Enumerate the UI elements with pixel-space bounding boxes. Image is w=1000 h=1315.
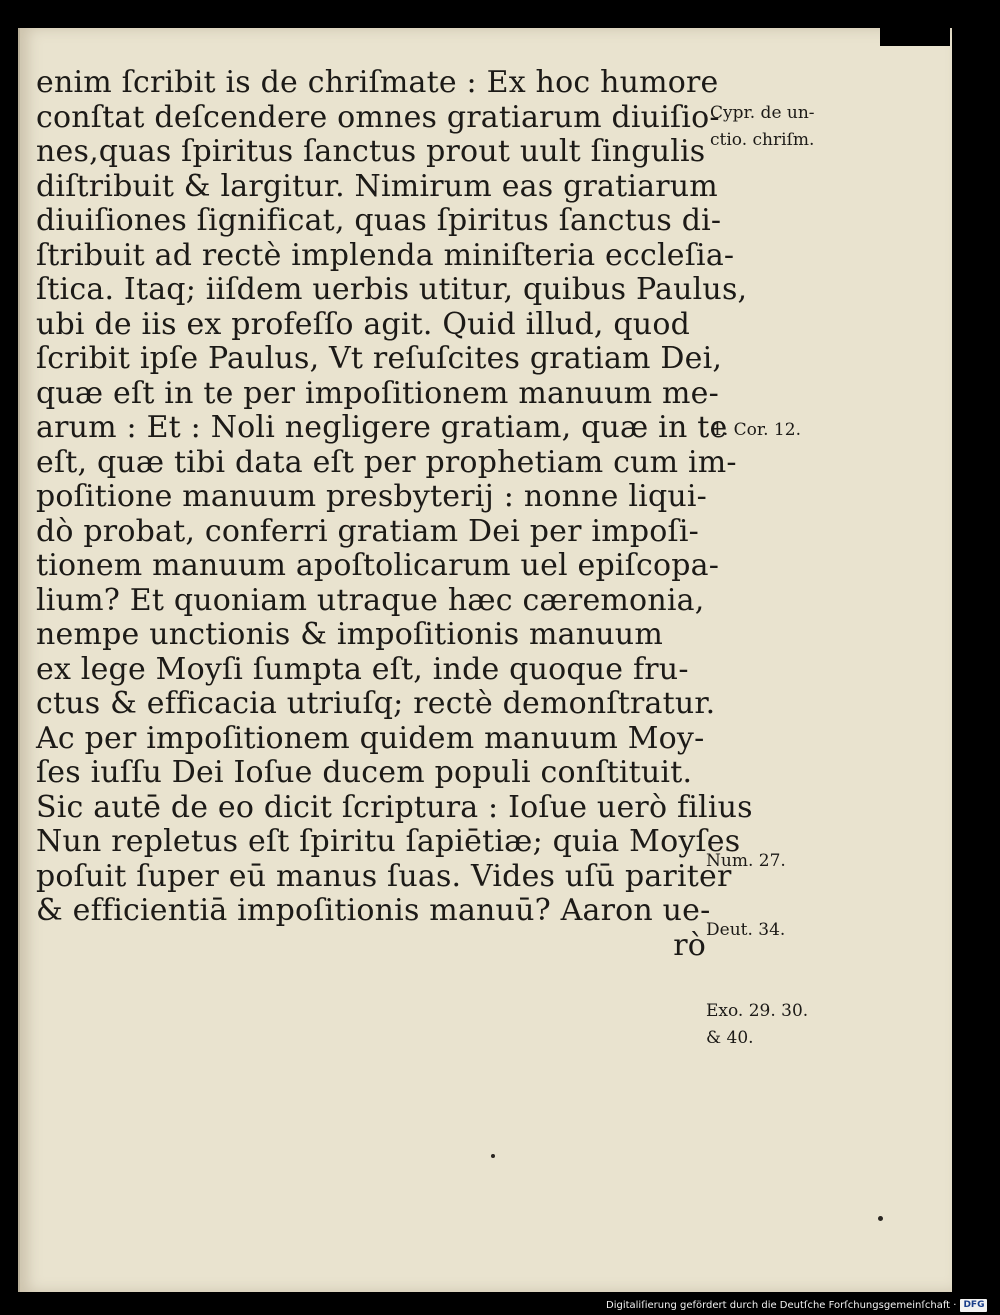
text-line: poſitione manuum presbyterij : nonne liqui- bbox=[36, 479, 708, 514]
text-line: conſtat deſcendere omnes gratiarum diuiſio- bbox=[36, 99, 720, 135]
text-line: lium? Et quoniam utraque hæc cæremonia, bbox=[36, 582, 705, 618]
text-line: ex lege Moyſi ſumpta eſt, inde quoque fru- bbox=[36, 651, 689, 687]
text-line: Ac per impoſitionem quidem manuum Moy- bbox=[36, 720, 705, 756]
text-line: nes,quas ſpiritus ſanctus prout uult ſingulis bbox=[36, 134, 706, 169]
text-line: dò probat, conferri gratiam Dei per impoſi- bbox=[36, 513, 699, 549]
page-corner-mask bbox=[880, 26, 950, 46]
text-line: ſtribuit ad rectè implenda miniſteria eccleſia- bbox=[36, 237, 735, 273]
paper-speck bbox=[878, 1216, 883, 1221]
margin-note: Deut. 34. bbox=[706, 920, 786, 940]
margin-note: ctio. chriſm. bbox=[710, 130, 815, 150]
margin-note: Num. 27. bbox=[706, 851, 786, 871]
text-line: diuiſiones ſignificat, quas ſpiritus ſanctus di- bbox=[36, 203, 722, 238]
digitization-footer bbox=[606, 1297, 996, 1313]
footer-text: Digitaliſierung gefördert durch die Deutſche Forſchungsgemeinſchaft · bbox=[606, 1299, 957, 1311]
margin-note: Cypr. de un- bbox=[710, 103, 815, 123]
text-line: ſcribit ipſe Paulus, Vt reſuſcites gratiam Dei, bbox=[36, 341, 723, 376]
text-line: quæ eſt in te per impoſitionem manuum me- bbox=[36, 375, 719, 411]
text-line: poſuit ſuper eū manus ſuas. Vides uſū pariter bbox=[36, 858, 732, 894]
text-line: ſtica. Itaq; iiſdem uerbis utitur, quibus Paulus, bbox=[36, 272, 748, 307]
text-line: arum : Et : Noli negligere gratiam, quæ in te bbox=[36, 410, 728, 445]
text-line: ſes iuſſu Dei Ioſue ducem populi conſtituit. bbox=[36, 755, 693, 790]
text-line: Nun repletus eſt ſpiritu ſapiētiæ; quia Moyſes bbox=[36, 824, 741, 859]
text-line: ctus & efficacia utriuſq; rectè demonſtratur. bbox=[36, 686, 716, 721]
margin-note: & 40. bbox=[706, 1028, 754, 1048]
catchword: rò bbox=[673, 927, 706, 963]
text-line: eſt, quæ tibi data eſt per prophetiam cum im- bbox=[36, 444, 737, 480]
text-line: diſtribuit & largitur. Nimirum eas gratiarum bbox=[36, 168, 718, 204]
text-line: Sic autē de eo dicit ſcriptura : Ioſue uerò filius bbox=[36, 789, 753, 825]
margin-note: Exo. 29. 30. bbox=[706, 1001, 809, 1021]
dfg-logo: DFG bbox=[960, 1299, 987, 1312]
text-line: & efficientiā impoſitionis manuū? Aaron ue- bbox=[36, 893, 711, 928]
text-line: ubi de iis ex profeſſo agit. Quid illud, quod bbox=[36, 306, 690, 342]
text-line: nempe unctionis & impoſitionis manuum bbox=[36, 617, 663, 652]
text-line: enim ſcribit is de chriſmate : Ex hoc humore bbox=[36, 65, 719, 100]
text-line: tionem manuum apoſtolicarum uel epiſcopa- bbox=[36, 548, 720, 583]
margin-note: 1. Cor. 12. bbox=[712, 420, 801, 440]
paper-speck bbox=[491, 1154, 495, 1158]
